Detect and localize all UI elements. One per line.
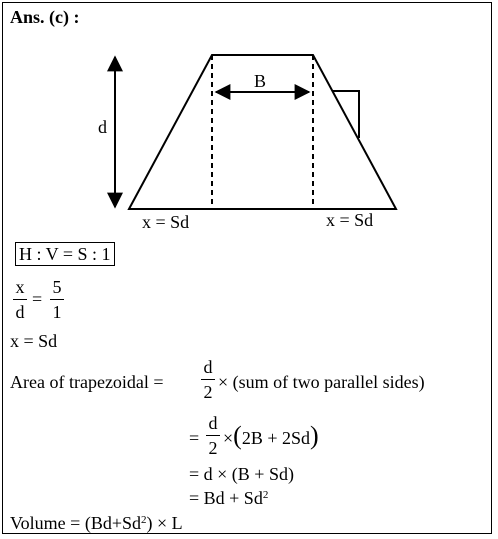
- volume-part-1: Volume = (Bd+Sd: [10, 513, 141, 533]
- diagram-label-top-width: B: [254, 71, 267, 91]
- fraction-denominator: d: [15, 302, 25, 322]
- fraction-d-over-2: [201, 358, 215, 401]
- equals-sign: =: [189, 428, 200, 448]
- diagram-label-right-offset: x = Sd: [326, 210, 374, 230]
- answer-heading: Ans. (c) :: [10, 7, 80, 27]
- fraction-numerator: x: [15, 277, 25, 297]
- area-step-3: = d × (B + Sd): [189, 464, 294, 484]
- fraction-d-over-2: [206, 414, 220, 457]
- exponent: 2: [262, 489, 269, 501]
- area-step-1: × (sum of two parallel sides): [218, 372, 425, 392]
- result-x-equals-sd: x = Sd: [10, 331, 58, 351]
- area-label: Area of trapezoidal =: [10, 372, 164, 392]
- fraction-numerator: d: [203, 357, 213, 377]
- area-step-2-inner: 2B + 2Sd: [241, 428, 310, 448]
- fraction-denominator: 2: [208, 438, 218, 458]
- times-sign: ×: [223, 428, 234, 448]
- fraction-numerator: d: [208, 413, 218, 433]
- volume-part-2: ) × L: [146, 513, 183, 533]
- open-paren: (: [233, 421, 242, 450]
- fraction-five-over-one: [50, 278, 64, 321]
- fraction-numerator: 5: [52, 277, 62, 297]
- fraction-x-over-d: [13, 278, 27, 321]
- close-paren: ): [310, 421, 319, 450]
- exponent: 2: [140, 514, 147, 526]
- volume-line: [10, 514, 183, 532]
- fraction-denominator: 1: [52, 302, 62, 322]
- fraction-denominator: 2: [203, 382, 213, 402]
- area-step-4: [189, 489, 268, 507]
- equals-sign: =: [32, 289, 43, 309]
- diagram-label-left-offset: x = Sd: [142, 212, 190, 232]
- diagram-label-depth: d: [98, 117, 107, 137]
- area-step-2: [223, 423, 319, 449]
- slope-ratio-box: H : V = S : 1: [15, 242, 115, 266]
- area-step-4-base: = Bd + Sd: [189, 488, 263, 508]
- trapezoid-diagram: [0, 0, 498, 240]
